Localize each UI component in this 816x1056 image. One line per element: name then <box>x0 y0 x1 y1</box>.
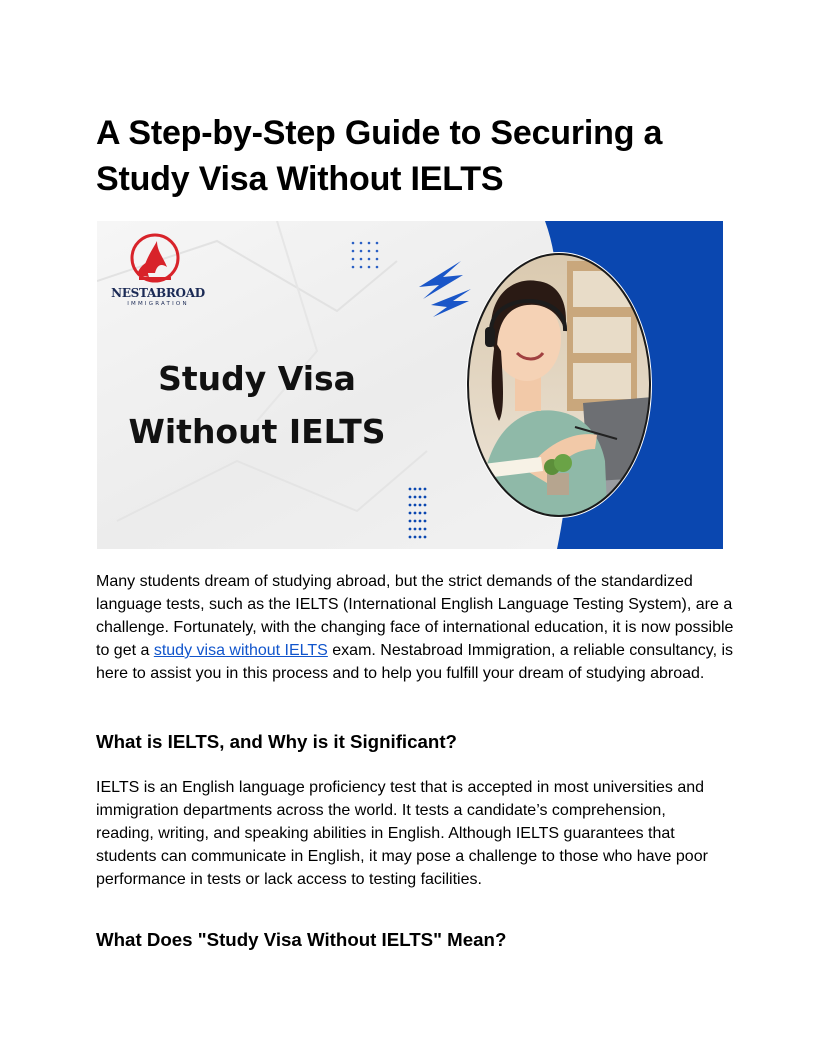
logo-name: NESTABROAD <box>111 286 205 300</box>
banner-headline <box>97 352 417 458</box>
hero-banner-image <box>97 221 723 549</box>
section-paragraph-ielts: IELTS is an English language proficiency test that is accepted in most universities and immigration departments across the world. It tests a candidate’s comprehension, reading, writing, and speaking abilities in English. Although IELTS guarantees that students can communicate in English, it may pose a challenge to those who have poor performance in tests or lack access to testing facilities. <box>96 779 708 888</box>
section-heading-study-visa: What Does "Study Visa Without IELTS" Mean? <box>96 929 507 950</box>
intro-text-before-link: Many students dream of studying abroad, but the strict demands of the standardized language tests, such as the IELTS (International English Language Testing System), are a challenge. Fortunately, with the changing face of international education, it is now possible to get a <box>96 573 734 659</box>
banner-headline-line2: Without IELTS <box>128 412 386 451</box>
study-visa-link[interactable]: study visa without IELTS <box>153 642 328 659</box>
article-title: A Step-by-Step Guide to Securing a Study Visa Without IELTS <box>96 114 663 198</box>
logo-tagline: IMMIGRATION <box>127 301 189 307</box>
banner-headline-line1: Study Visa <box>158 359 356 398</box>
section-heading-ielts: What is IELTS, and Why is it Significant? <box>96 731 457 752</box>
intro-text-after-link: exam. Nestabroad Immigration, a reliable consultancy, is here to assist you in this process and to help you fulfill your dream of studying abroad. <box>96 642 734 682</box>
intro-paragraph <box>96 570 736 685</box>
